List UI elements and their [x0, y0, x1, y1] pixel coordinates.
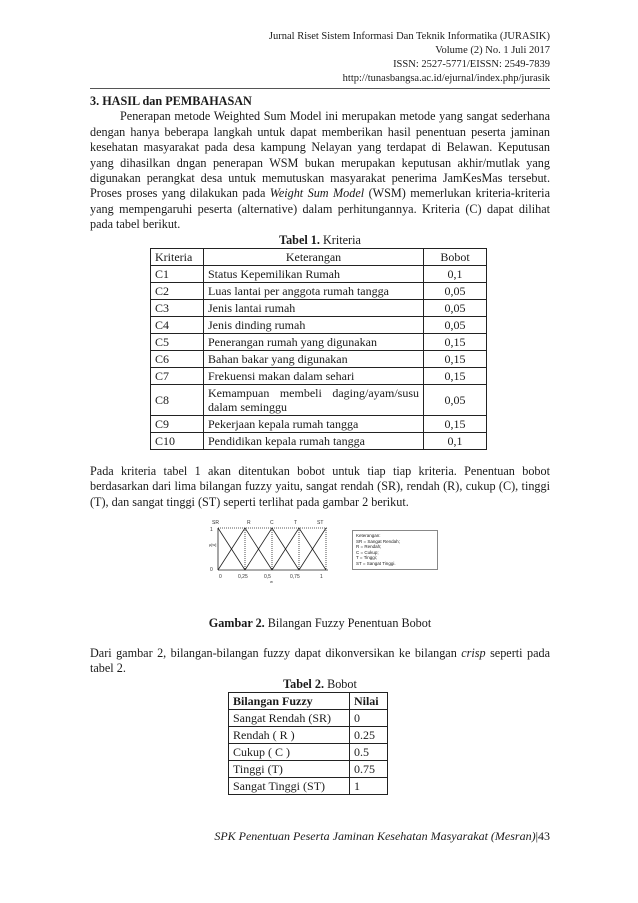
cell-keterangan: Kemampuan membeli daging/ayam/susu dalam seminggu [204, 385, 424, 416]
cell-kriteria: C10 [151, 433, 204, 450]
table2-caption-text: Bobot [324, 676, 357, 691]
tick-1: 1 [320, 574, 323, 581]
table-row [229, 743, 388, 760]
legend-title: Keterangan: [356, 533, 381, 539]
table2-caption [90, 677, 550, 692]
cell-nilai: 0.5 [349, 743, 387, 760]
label-r: R [247, 520, 251, 527]
journal-url[interactable]: http://tunasbangsa.ac.id/ejurnal/index.php/jurasik [342, 73, 550, 84]
paragraph-intro-italic: Weight Sum Model [269, 186, 365, 201]
table2-caption-label: Tabel 2. [283, 676, 325, 691]
table1-caption [90, 233, 550, 248]
cell-kriteria: C3 [151, 300, 204, 317]
cell-kriteria: C6 [151, 351, 204, 368]
figure-legend [352, 530, 438, 570]
cell-kriteria: C2 [151, 283, 204, 300]
cell-kriteria: C8 [151, 385, 204, 416]
cell-bilangan: Sangat Tinggi (ST) [229, 777, 350, 794]
cell-keterangan: Bahan bakar yang digunakan [204, 351, 424, 368]
page-number: |43 [535, 829, 550, 843]
table1-caption-text: Kriteria [319, 232, 361, 247]
col-bobot: Bobot [424, 249, 487, 266]
label-c: C [270, 520, 274, 527]
paragraph-bobot: Pada kriteria tabel 1 akan ditentukan bobot untuk tiap tiap kriteria. Penentuan bobot berdasarkan dari lima bilangan fuzzy yaitu, sangat rendah (SR), rendah (R), cukup (C), tinggi (T), dan sangat tinggi (ST) seperti terlihat pada gambar 2 berikut. [90, 464, 550, 509]
cell-nilai: 1 [349, 777, 387, 794]
cell-bobot: 0,15 [424, 368, 487, 385]
table-row [151, 283, 487, 300]
label-y-top: 1 [210, 527, 213, 534]
cell-bobot: 0,1 [424, 433, 487, 450]
cell-bobot: 0,05 [424, 283, 487, 300]
figure-caption-text: Bilangan Fuzzy Penentuan Bobot [264, 616, 432, 631]
fuzzy-membership-chart [210, 518, 340, 584]
cell-nilai: 0.75 [349, 760, 387, 777]
header-divider [90, 88, 550, 89]
cell-bobot: 0,15 [424, 334, 487, 351]
label-x-axis: w [270, 579, 273, 585]
col-keterangan: Keterangan [204, 249, 424, 266]
cell-keterangan: Status Kepemilikan Rumah [204, 266, 424, 283]
table-row [151, 351, 487, 368]
table-row [229, 760, 388, 777]
col-nilai: Nilai [349, 692, 387, 709]
label-y-zero: 0 [210, 567, 213, 574]
paragraph-crisp [90, 646, 550, 677]
cell-keterangan: Jenis dinding rumah [204, 317, 424, 334]
tick-075: 0,75 [290, 574, 300, 581]
table-row [151, 385, 487, 416]
cell-kriteria: C7 [151, 368, 204, 385]
cell-bobot: 0,05 [424, 385, 487, 416]
col-bilangan-fuzzy: Bilangan Fuzzy [229, 692, 350, 709]
journal-issn: ISSN: 2527-5771/EISSN: 2549-7839 [393, 59, 550, 70]
section-title: 3. HASIL dan PEMBAHASAN [90, 94, 252, 108]
label-t: T [294, 520, 298, 527]
criteria-table [150, 248, 487, 450]
figure-caption [90, 616, 550, 631]
table1-caption-label: Tabel 1. [279, 232, 320, 247]
tick-025: 0,25 [238, 574, 248, 581]
tick-0: 0 [219, 574, 222, 581]
paragraph-intro [90, 109, 550, 232]
legend-item: ST = Sangat Tinggi. [356, 560, 396, 566]
page-content [90, 94, 550, 795]
journal-name: Jurnal Riset Sistem Informasi Dan Teknik Informatika (JURASIK) [268, 31, 550, 42]
legend-item: R = Rendah; [356, 544, 382, 550]
cell-bilangan: Rendah ( R ) [229, 726, 350, 743]
label-y-axis: μ[w] [209, 542, 217, 548]
paragraph-intro-b: (WSM) memerlukan kriteria-kriteria yang mempengaruhi peserta (alternative) dalam perhitungannya. Kriteria (C) dapat dilihat pada tabel berikut. [90, 186, 550, 232]
cell-nilai: 0 [349, 709, 387, 726]
weight-table [228, 692, 388, 795]
cell-bobot: 0,15 [424, 351, 487, 368]
paragraph-intro-a: Penerapan metode Weighted Sum Model ini merupakan metode yang sangat sederhana dengan hanya beberapa langkah untuk dapat memberikan hasil penentuan peserta jaminan kesehatan masyarakat pada desa kampung Nelayan yang terdapat di Belawan. Keputusan yang dihasilkan dngan penerapan WSM bukan merupakan keputusan akhir/mutlak yang digunakan perangkat desa untuk memutuskan masyarakat penerima JamKesMas tersebut. Proses proses yang dilakukan pada [90, 109, 550, 201]
cell-bobot: 0,05 [424, 317, 487, 334]
label-st: ST [317, 520, 324, 527]
paragraph-crisp-a: Dari gambar 2, bilangan-bilangan fuzzy dapat dikonversikan ke bilangan [90, 645, 462, 660]
paragraph-crisp-b: seperti pada tabel 2. [90, 645, 550, 676]
cell-kriteria: C9 [151, 416, 204, 433]
cell-bilangan: Cukup ( C ) [229, 743, 350, 760]
cell-bilangan: Sangat Rendah (SR) [229, 709, 350, 726]
table-row [229, 726, 388, 743]
cell-keterangan: Luas lantai per anggota rumah tangga [204, 283, 424, 300]
table-header-row [229, 692, 388, 709]
cell-bobot: 0,15 [424, 416, 487, 433]
cell-bobot: 0,1 [424, 266, 487, 283]
cell-bobot: 0,05 [424, 300, 487, 317]
cell-kriteria: C1 [151, 266, 204, 283]
cell-keterangan: Penerangan rumah yang digunakan [204, 334, 424, 351]
table-row [151, 317, 487, 334]
table-row [151, 266, 487, 283]
fuzzy-figure [90, 518, 550, 600]
cell-keterangan: Jenis lantai rumah [204, 300, 424, 317]
page-footer [0, 829, 550, 844]
journal-header [269, 30, 550, 86]
cell-keterangan: Pekerjaan kepala rumah tangga [204, 416, 424, 433]
legend-item: T = Tinggi; [356, 555, 378, 561]
legend-item: C = Cukup; [356, 549, 379, 555]
label-sr: SR [212, 520, 219, 527]
cell-kriteria: C5 [151, 334, 204, 351]
cell-kriteria: C4 [151, 317, 204, 334]
table-header-row [151, 249, 487, 266]
table-row [151, 334, 487, 351]
table-row [151, 416, 487, 433]
table-row [229, 777, 388, 794]
cell-nilai: 0.25 [349, 726, 387, 743]
col-kriteria: Kriteria [151, 249, 204, 266]
legend-item: SR = Sangat Rendah; [356, 538, 400, 544]
paragraph-crisp-italic: crisp [461, 645, 486, 660]
table-row [151, 300, 487, 317]
cell-bilangan: Tinggi (T) [229, 760, 350, 777]
table-row [229, 709, 388, 726]
cell-keterangan: Pendidikan kepala rumah tangga [204, 433, 424, 450]
tick-05: 0,5 [264, 574, 271, 581]
cell-keterangan: Frekuensi makan dalam sehari [204, 368, 424, 385]
journal-volume: Volume (2) No. 1 Juli 2017 [435, 45, 550, 56]
figure-caption-label: Gambar 2. [208, 616, 265, 631]
table-row [151, 368, 487, 385]
table-row [151, 433, 487, 450]
footer-title: SPK Penentuan Peserta Jaminan Kesehatan Masyarakat (Mesran) [214, 829, 536, 843]
